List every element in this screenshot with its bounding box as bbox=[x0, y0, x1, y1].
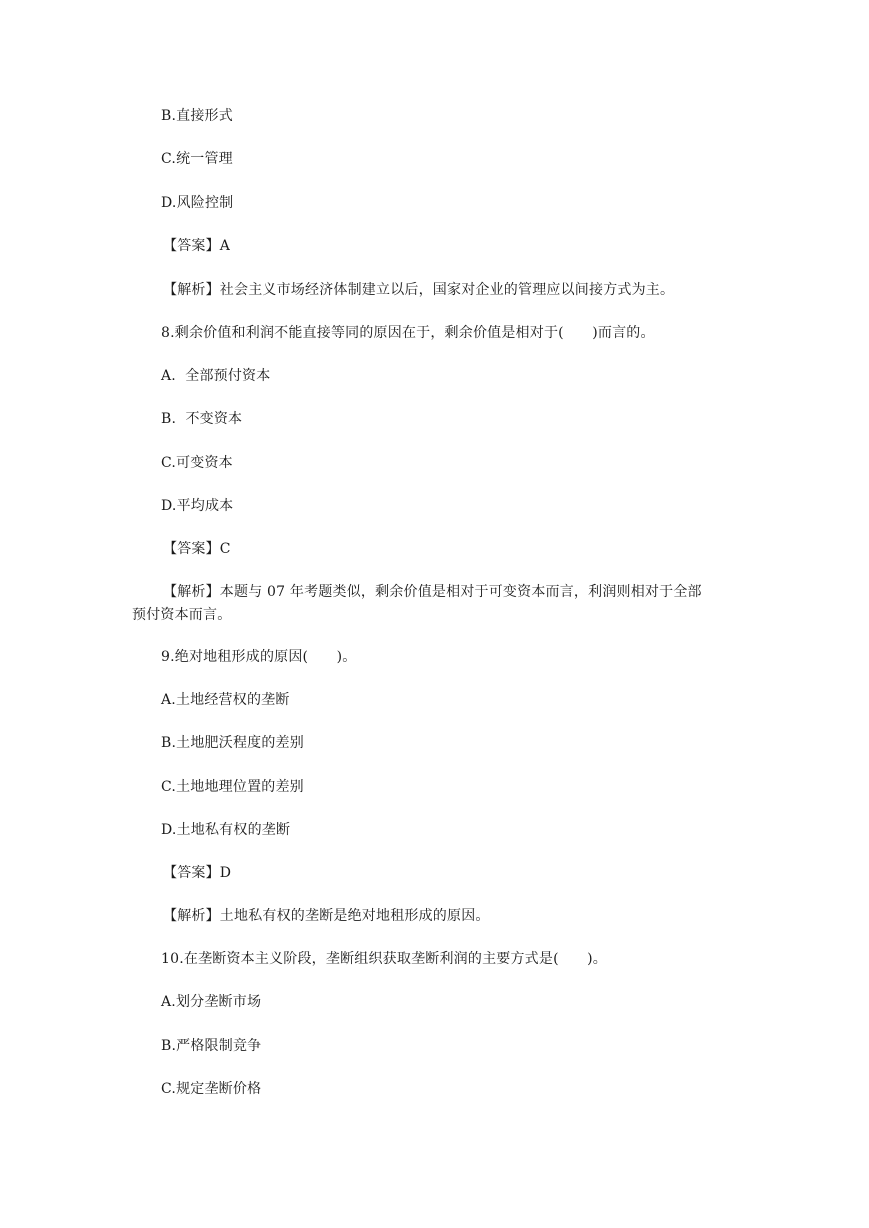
option-c-q8: C.可变资本 bbox=[161, 455, 233, 471]
option-b-q10: B.严格限制竞争 bbox=[161, 1038, 262, 1054]
option-b-q9: B.土地肥沃程度的差别 bbox=[161, 735, 304, 751]
option-a-q8: A. 全部预付资本 bbox=[161, 368, 271, 384]
option-b-q7: B.直接形式 bbox=[161, 108, 233, 124]
option-a-q10: A.划分垄断市场 bbox=[161, 994, 262, 1010]
option-d-q8: D.平均成本 bbox=[161, 498, 234, 514]
explanation-q9: 【解析】土地私有权的垄断是绝对地租形成的原因。 bbox=[163, 908, 490, 924]
question-10: 10.在垄断资本主义阶段，垄断组织获取垄断利润的主要方式是( )。 bbox=[161, 951, 607, 967]
answer-q7: 【答案】A bbox=[163, 238, 231, 254]
option-c-q10: C.规定垄断价格 bbox=[161, 1081, 262, 1097]
option-d-q9: D.土地私有权的垄断 bbox=[161, 822, 291, 838]
answer-q9: 【答案】D bbox=[163, 865, 232, 881]
answer-q8: 【答案】C bbox=[163, 541, 231, 557]
option-b-q8: B. 不变资本 bbox=[161, 411, 243, 427]
option-a-q9: A.土地经营权的垄断 bbox=[161, 692, 290, 708]
explanation-q8: 【解析】本题与 07 年考题类似，剩余价值是相对于可变资本而言，利润则相对于全部 bbox=[163, 584, 702, 600]
option-d-q7: D.风险控制 bbox=[161, 195, 234, 211]
question-8: 8.剩余价值和利润不能直接等同的原因在于，剩余价值是相对于( )而言的。 bbox=[161, 325, 655, 341]
option-c-q7: C.统一管理 bbox=[161, 151, 233, 167]
option-c-q9: C.土地地理位置的差别 bbox=[161, 779, 304, 795]
explanation-q7: 【解析】社会主义市场经济体制建立以后，国家对企业的管理应以间接方式为主。 bbox=[163, 282, 675, 298]
question-9: 9.绝对地租形成的原因( )。 bbox=[161, 649, 357, 665]
explanation-q8-continued: 预付资本而言。 bbox=[132, 607, 232, 623]
